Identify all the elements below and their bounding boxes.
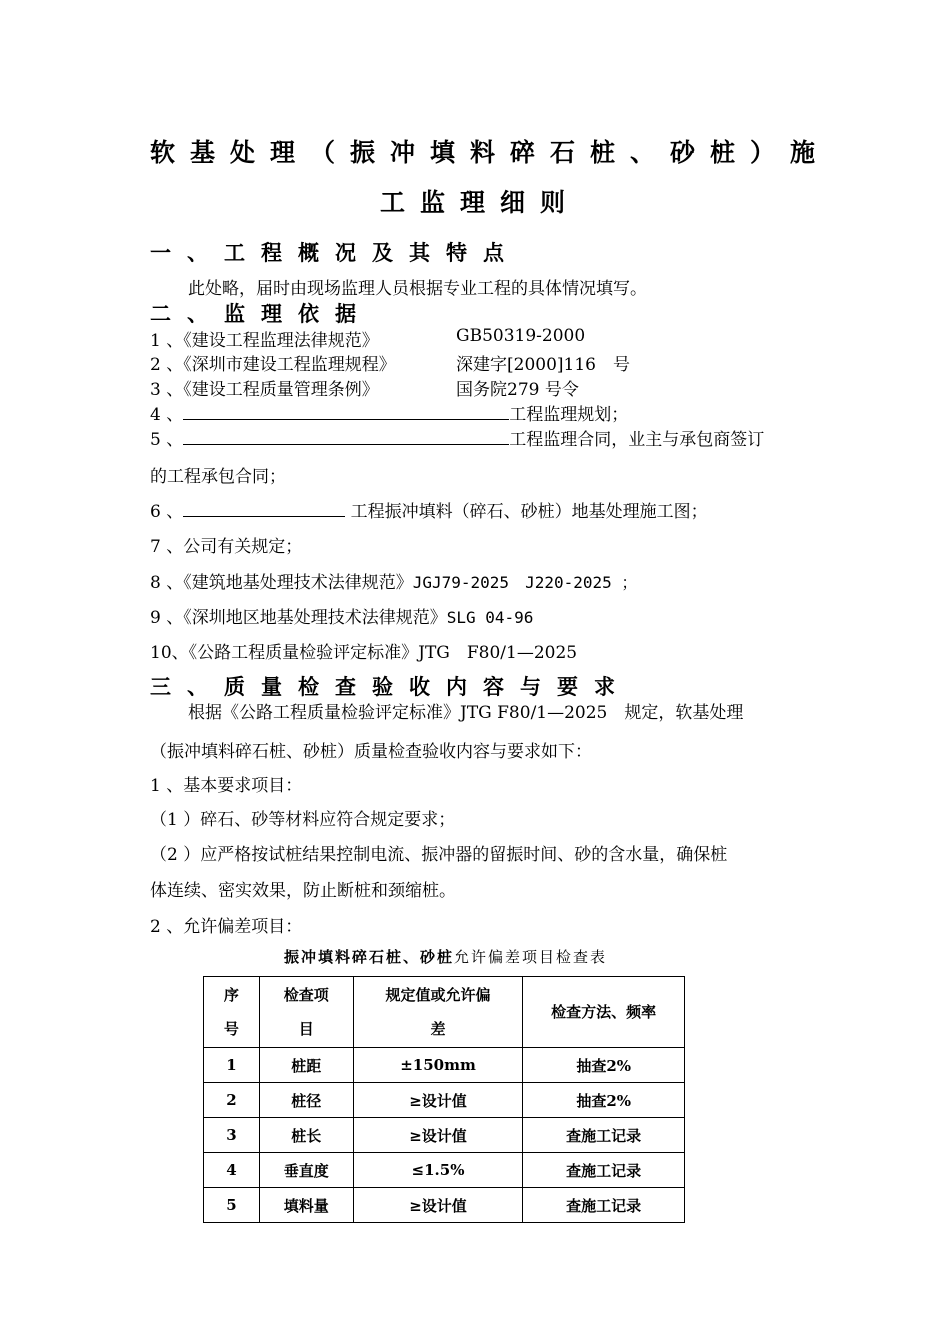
basis-item-5-cont: 的工程承包合同； [150,467,286,487]
header-spec: 规定值或允许偏 差 [353,977,523,1048]
basis-item-8: 8 、《建筑地基处理技术法律规范》JGJ79-2025 J220-2025 ； [150,573,638,593]
requirement-1: （1 ）碎石、砂等材料应符合规定要求； [150,810,456,830]
cell-item: 桩径 [259,1083,353,1118]
cell-item: 桩距 [259,1048,353,1083]
requirement-2: （2 ）应严格按试桩结果控制电流、振冲器的留振时间、砂的含水量，确保桩 [150,845,728,865]
blank-line [183,402,509,420]
cell-item: 垂直度 [259,1153,353,1188]
tolerance-heading: 2 、允许偏差项目： [150,917,303,937]
doc-title-line2: 工监理细则 [380,188,581,217]
basis-item-2: 2 、《深圳市建设工程监理规程》 [150,355,396,375]
basis-item-2-code: 深建字[2000]116 号 [456,355,630,375]
cell-spec: ≤1.5% [353,1153,523,1188]
cell-spec: ±150mm [353,1048,523,1083]
table-row [204,1188,685,1223]
section-heading-quality: 三、质量检查验收内容与要求 [150,674,631,699]
quality-intro: 根据《公路工程质量检验评定标准》JTG F80/1—2025 规定，软基处理 [188,703,744,723]
cell-method: 抽查2% [523,1083,685,1118]
header-method: 检查方法、频率 [523,977,685,1048]
basic-requirements-heading: 1 、基本要求项目： [150,776,303,796]
cell-no: 3 [204,1118,260,1153]
tolerance-table [203,976,685,1223]
cell-no: 4 [204,1153,260,1188]
cell-method: 查施工记录 [523,1118,685,1153]
quality-intro-cont: （振冲填料碎石桩、砂桩）质量检查验收内容与要求如下： [150,742,592,762]
basis-item-7: 7 、公司有关规定； [150,537,303,557]
section-heading-basis: 二、监理依据 [150,301,372,326]
basis-item-4: 4 、 工程监理规划； [150,400,628,425]
cell-no: 2 [204,1083,260,1118]
blank-line [183,499,345,517]
table-row [204,1118,685,1153]
basis-item-9: 9 、《深圳地区地基处理技术法律规范》SLG 04-96 [150,608,534,628]
cell-spec: ≥设计值 [353,1118,523,1153]
cell-method: 查施工记录 [523,1153,685,1188]
basis-item-1-code: GB50319-2000 [456,326,586,346]
table-header-row [204,977,685,1048]
table-caption: 振冲填料碎石桩、砂桩允许偏差项目检查表 [284,948,608,966]
cell-method: 抽查2% [523,1048,685,1083]
table-row [204,1048,685,1083]
basis-item-1: 1 、《建设工程监理法律规范》 [150,331,379,351]
cell-spec: ≥设计值 [353,1188,523,1223]
header-no: 序 号 [204,977,260,1048]
cell-item: 填料量 [259,1188,353,1223]
header-item: 检查项 目 [259,977,353,1048]
basis-item-10: 10、《公路工程质量检验评定标准》JTG F80/1—2025 [150,643,578,663]
doc-title-line1: 软基处理（振冲填料碎石桩、砂桩）施 [150,138,831,167]
cell-no: 5 [204,1188,260,1223]
overview-body: 此处略，届时由现场监理人员根据专业工程的具体情况填写。 [188,279,647,299]
table-row [204,1153,685,1188]
basis-item-3-code: 国务院279 号令 [456,380,579,400]
section-heading-overview: 一、工程概况及其特点 [150,240,520,265]
basis-item-3: 3 、《建设工程质量管理条例》 [150,380,379,400]
cell-no: 1 [204,1048,260,1083]
table-row [204,1083,685,1118]
basis-item-6: 6 、 工程振冲填料（碎石、砂桩）地基处理施工图； [150,497,708,522]
blank-line [183,427,509,445]
cell-item: 桩长 [259,1118,353,1153]
cell-method: 查施工记录 [523,1188,685,1223]
cell-spec: ≥设计值 [353,1083,523,1118]
requirement-2-cont: 体连续、密实效果，防止断桩和颈缩桩。 [150,881,456,901]
basis-item-5: 5 、 工程监理合同，业主与承包商签订 [150,425,764,450]
